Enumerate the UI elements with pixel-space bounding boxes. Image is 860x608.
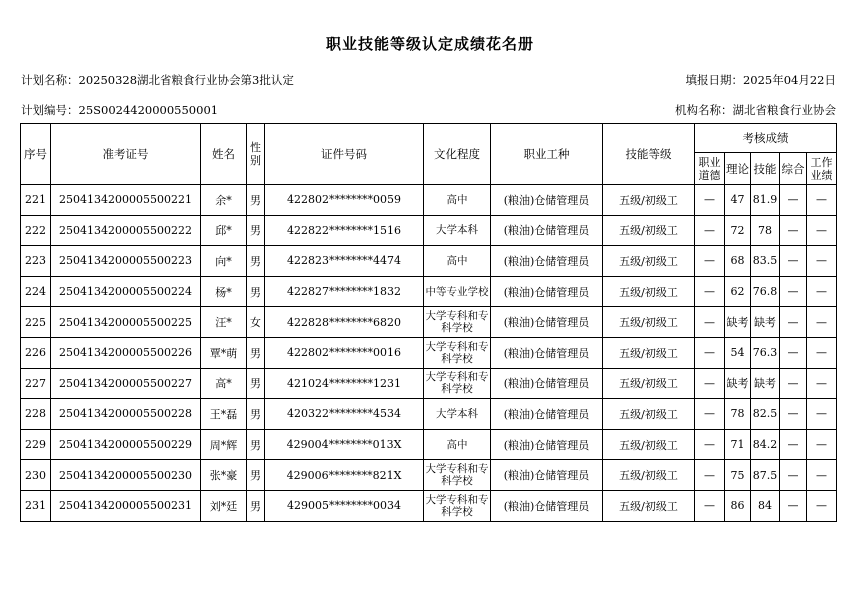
cell-performance: —	[807, 337, 837, 368]
cell-occupation: (粮油)仓储管理员	[491, 368, 603, 399]
header-overall: 综合	[780, 153, 807, 185]
cell-skill: 83.5	[751, 246, 780, 277]
cell-overall: —	[780, 215, 807, 246]
header-name: 姓名	[201, 124, 247, 185]
cell-ethics: —	[695, 307, 725, 338]
plan-name: 计划名称：20250328湖北省粮食行业协会第3批认定	[21, 73, 294, 87]
cell-performance: —	[807, 246, 837, 277]
cell-overall: —	[780, 276, 807, 307]
table-row	[21, 337, 837, 368]
header-theory: 理论	[725, 153, 751, 185]
cell-skill: 76.8	[751, 276, 780, 307]
cell-overall: —	[780, 368, 807, 399]
cell-id-no: 422822********1516	[265, 215, 424, 246]
cell-skill: 87.5	[751, 460, 780, 491]
cell-gender: 男	[247, 429, 265, 460]
header-seq: 序号	[21, 124, 51, 185]
cell-exam-no: 2504134200005500224	[51, 276, 201, 307]
cell-name: 刘*廷	[201, 490, 247, 521]
cell-seq: 225	[21, 307, 51, 338]
cell-exam-no: 2504134200005500225	[51, 307, 201, 338]
cell-exam-no: 2504134200005500227	[51, 368, 201, 399]
cell-education: 大学本科	[424, 215, 491, 246]
cell-occupation: (粮油)仓储管理员	[491, 215, 603, 246]
header-education: 文化程度	[424, 124, 491, 185]
cell-theory: 缺考	[725, 368, 751, 399]
cell-ethics: —	[695, 337, 725, 368]
table-row	[21, 368, 837, 399]
cell-seq: 224	[21, 276, 51, 307]
cell-name: 王*磊	[201, 399, 247, 430]
cell-education: 高中	[424, 185, 491, 216]
table-row	[21, 399, 837, 430]
cell-gender: 男	[247, 337, 265, 368]
cell-name: 覃*萌	[201, 337, 247, 368]
cell-gender: 男	[247, 490, 265, 521]
cell-performance: —	[807, 368, 837, 399]
cell-occupation: (粮油)仓储管理员	[491, 490, 603, 521]
cell-seq: 230	[21, 460, 51, 491]
cell-ethics: —	[695, 246, 725, 277]
cell-gender: 男	[247, 399, 265, 430]
table-row	[21, 307, 837, 338]
cell-theory: 68	[725, 246, 751, 277]
cell-skill: 82.5	[751, 399, 780, 430]
cell-exam-no: 2504134200005500228	[51, 399, 201, 430]
cell-ethics: —	[695, 429, 725, 460]
cell-id-no: 422827********1832	[265, 276, 424, 307]
header-ethics: 职业道德	[695, 153, 725, 185]
cell-exam-no: 2504134200005500221	[51, 185, 201, 216]
cell-overall: —	[780, 460, 807, 491]
cell-occupation: (粮油)仓储管理员	[491, 307, 603, 338]
cell-gender: 男	[247, 460, 265, 491]
cell-performance: —	[807, 276, 837, 307]
cell-theory: 62	[725, 276, 751, 307]
header-skill: 技能	[751, 153, 780, 185]
cell-occupation: (粮油)仓储管理员	[491, 337, 603, 368]
header-level: 技能等级	[603, 124, 695, 185]
header-id-no: 证件号码	[265, 124, 424, 185]
cell-theory: 47	[725, 185, 751, 216]
cell-performance: —	[807, 490, 837, 521]
cell-overall: —	[780, 490, 807, 521]
cell-level: 五级/初级工	[603, 399, 695, 430]
cell-overall: —	[780, 185, 807, 216]
cell-ethics: —	[695, 460, 725, 491]
cell-theory: 75	[725, 460, 751, 491]
cell-id-no: 422802********0016	[265, 337, 424, 368]
cell-seq: 227	[21, 368, 51, 399]
cell-level: 五级/初级工	[603, 307, 695, 338]
cell-level: 五级/初级工	[603, 429, 695, 460]
cell-overall: —	[780, 246, 807, 277]
cell-gender: 男	[247, 246, 265, 277]
table-row	[21, 185, 837, 216]
cell-exam-no: 2504134200005500223	[51, 246, 201, 277]
cell-exam-no: 2504134200005500226	[51, 337, 201, 368]
table-row	[21, 276, 837, 307]
cell-occupation: (粮油)仓储管理员	[491, 460, 603, 491]
fill-date: 填报日期：2025年04月22日	[685, 73, 836, 87]
cell-theory: 缺考	[725, 307, 751, 338]
cell-gender: 男	[247, 276, 265, 307]
cell-seq: 221	[21, 185, 51, 216]
cell-name: 邱*	[201, 215, 247, 246]
cell-performance: —	[807, 399, 837, 430]
cell-overall: —	[780, 337, 807, 368]
cell-skill: 81.9	[751, 185, 780, 216]
cell-ethics: —	[695, 276, 725, 307]
cell-skill: 76.3	[751, 337, 780, 368]
cell-name: 张*豪	[201, 460, 247, 491]
cell-performance: —	[807, 185, 837, 216]
header-scores: 考核成绩	[695, 124, 837, 153]
cell-occupation: (粮油)仓储管理员	[491, 429, 603, 460]
plan-number: 计划编号：25S0024420000550001	[21, 103, 219, 117]
cell-overall: —	[780, 399, 807, 430]
table-row	[21, 215, 837, 246]
cell-performance: —	[807, 429, 837, 460]
cell-id-no: 429004********013X	[265, 429, 424, 460]
cell-level: 五级/初级工	[603, 215, 695, 246]
header-performance: 工作业绩	[807, 153, 837, 185]
cell-exam-no: 2504134200005500229	[51, 429, 201, 460]
cell-theory: 86	[725, 490, 751, 521]
table-row	[21, 246, 837, 277]
cell-skill: 缺考	[751, 368, 780, 399]
cell-education: 高中	[424, 429, 491, 460]
header-occupation: 职业工种	[491, 124, 603, 185]
cell-name: 向*	[201, 246, 247, 277]
roster-body	[21, 185, 837, 522]
cell-ethics: —	[695, 368, 725, 399]
cell-performance: —	[807, 307, 837, 338]
cell-occupation: (粮油)仓储管理员	[491, 399, 603, 430]
cell-ethics: —	[695, 185, 725, 216]
cell-level: 五级/初级工	[603, 276, 695, 307]
cell-performance: —	[807, 460, 837, 491]
cell-name: 周*辉	[201, 429, 247, 460]
table-row	[21, 429, 837, 460]
score-roster-table	[20, 123, 837, 522]
cell-overall: —	[780, 307, 807, 338]
cell-level: 五级/初级工	[603, 368, 695, 399]
cell-skill: 78	[751, 215, 780, 246]
cell-level: 五级/初级工	[603, 337, 695, 368]
cell-id-no: 420322********4534	[265, 399, 424, 430]
table-row	[21, 460, 837, 491]
cell-exam-no: 2504134200005500231	[51, 490, 201, 521]
cell-name: 杨*	[201, 276, 247, 307]
cell-skill: 84.2	[751, 429, 780, 460]
cell-level: 五级/初级工	[603, 490, 695, 521]
cell-exam-no: 2504134200005500222	[51, 215, 201, 246]
cell-skill: 缺考	[751, 307, 780, 338]
cell-occupation: (粮油)仓储管理员	[491, 185, 603, 216]
page-title: 职业技能等级认定成绩花名册	[325, 35, 534, 53]
cell-theory: 78	[725, 399, 751, 430]
cell-ethics: —	[695, 490, 725, 521]
cell-education: 高中	[424, 246, 491, 277]
cell-id-no: 422828********6820	[265, 307, 424, 338]
cell-theory: 54	[725, 337, 751, 368]
table-row	[21, 490, 837, 521]
cell-seq: 231	[21, 490, 51, 521]
cell-gender: 男	[247, 368, 265, 399]
cell-id-no: 422802********0059	[265, 185, 424, 216]
cell-name: 高*	[201, 368, 247, 399]
cell-id-no: 421024********1231	[265, 368, 424, 399]
cell-level: 五级/初级工	[603, 185, 695, 216]
cell-performance: —	[807, 215, 837, 246]
cell-id-no: 422823********4474	[265, 246, 424, 277]
cell-seq: 226	[21, 337, 51, 368]
cell-education: 大学专科和专科学校	[424, 460, 491, 491]
cell-seq: 229	[21, 429, 51, 460]
cell-education: 大学专科和专科学校	[424, 490, 491, 521]
cell-education: 中等专业学校	[424, 276, 491, 307]
header-exam-no: 准考证号	[51, 124, 201, 185]
cell-overall: —	[780, 429, 807, 460]
cell-level: 五级/初级工	[603, 460, 695, 491]
header-gender: 性别	[247, 124, 265, 185]
cell-level: 五级/初级工	[603, 246, 695, 277]
cell-seq: 222	[21, 215, 51, 246]
cell-gender: 男	[247, 215, 265, 246]
cell-name: 汪*	[201, 307, 247, 338]
cell-skill: 84	[751, 490, 780, 521]
cell-seq: 223	[21, 246, 51, 277]
cell-name: 余*	[201, 185, 247, 216]
organization-name: 机构名称：湖北省粮食行业协会	[675, 103, 836, 117]
cell-gender: 男	[247, 185, 265, 216]
cell-seq: 228	[21, 399, 51, 430]
cell-occupation: (粮油)仓储管理员	[491, 276, 603, 307]
cell-education: 大学专科和专科学校	[424, 307, 491, 338]
cell-education: 大学本科	[424, 399, 491, 430]
cell-exam-no: 2504134200005500230	[51, 460, 201, 491]
cell-education: 大学专科和专科学校	[424, 368, 491, 399]
cell-occupation: (粮油)仓储管理员	[491, 246, 603, 277]
cell-id-no: 429006********821X	[265, 460, 424, 491]
cell-gender: 女	[247, 307, 265, 338]
cell-id-no: 429005********0034	[265, 490, 424, 521]
cell-theory: 71	[725, 429, 751, 460]
cell-education: 大学专科和专科学校	[424, 337, 491, 368]
cell-ethics: —	[695, 215, 725, 246]
cell-theory: 72	[725, 215, 751, 246]
cell-ethics: —	[695, 399, 725, 430]
